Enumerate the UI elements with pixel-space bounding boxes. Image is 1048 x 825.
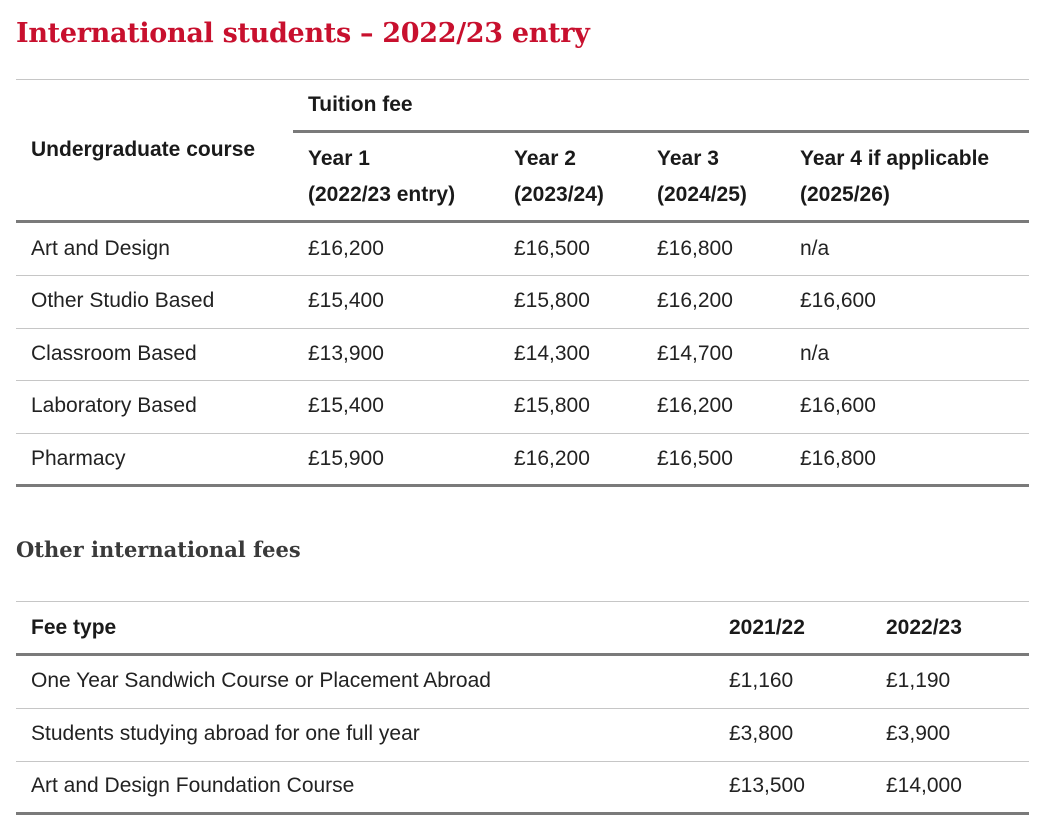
fee-year-3: £16,200 <box>657 289 733 312</box>
year-3-period: (2024/25) <box>657 183 747 206</box>
row-divider <box>16 275 1029 276</box>
row-divider <box>16 380 1029 381</box>
fee-year-3: £16,200 <box>657 394 733 417</box>
col-header-fee-type: Fee type <box>31 616 117 639</box>
section-heading: Other international fees <box>16 537 301 562</box>
fee-2021-22: £3,800 <box>729 722 794 745</box>
fee-year-2: £16,500 <box>514 237 590 260</box>
fee-year-1: £13,900 <box>308 342 384 365</box>
row-divider <box>16 708 1029 709</box>
fee-2022-23: £3,900 <box>886 722 951 745</box>
fee-year-2: £14,300 <box>514 342 590 365</box>
row-divider <box>16 761 1029 762</box>
col-header-course: Undergraduate course <box>31 138 256 161</box>
header-bottom-rule <box>16 653 1029 656</box>
fee-year-4: n/a <box>800 342 830 365</box>
table-top-rule <box>16 601 1029 602</box>
col-header-2022-23: 2022/23 <box>886 616 962 639</box>
fee-type-name: Students studying abroad for one full year <box>31 722 420 745</box>
tuition-fee-group-rule <box>293 130 1029 133</box>
course-name: Other Studio Based <box>31 289 215 312</box>
fee-year-2: £15,800 <box>514 394 590 417</box>
fee-year-1: £15,400 <box>308 394 384 417</box>
fee-year-4: £16,800 <box>800 447 876 470</box>
fee-year-1: £15,400 <box>308 289 384 312</box>
course-name: Art and Design <box>31 237 170 260</box>
table-top-rule <box>16 79 1029 80</box>
fee-2021-22: £1,160 <box>729 669 794 692</box>
row-divider <box>16 433 1029 434</box>
col-header-2021-22: 2021/22 <box>729 616 805 639</box>
fee-year-2: £16,200 <box>514 447 590 470</box>
fee-2022-23: £1,190 <box>886 669 951 692</box>
fee-2022-23: £14,000 <box>886 774 962 797</box>
fee-year-1: £16,200 <box>308 237 384 260</box>
fee-year-1: £15,900 <box>308 447 384 470</box>
fee-year-4: n/a <box>800 237 830 260</box>
table-bottom-rule <box>16 812 1029 815</box>
fee-year-2: £15,800 <box>514 289 590 312</box>
fee-year-4: £16,600 <box>800 394 876 417</box>
row-divider <box>16 328 1029 329</box>
year-1-label: Year 1 <box>308 147 370 170</box>
col-header-tuition-fee: Tuition fee <box>308 93 413 116</box>
fee-year-3: £14,700 <box>657 342 733 365</box>
fee-2021-22: £13,500 <box>729 774 805 797</box>
year-1-period: (2022/23 entry) <box>308 183 456 206</box>
header-bottom-rule <box>16 220 1029 223</box>
course-name: Laboratory Based <box>31 394 197 417</box>
year-4-label: Year 4 if applicable <box>800 147 990 170</box>
fee-year-4: £16,600 <box>800 289 876 312</box>
year-4-period: (2025/26) <box>800 183 890 206</box>
page-title: International students – 2022/23 entry <box>16 18 590 49</box>
year-2-period: (2023/24) <box>514 183 604 206</box>
year-3-label: Year 3 <box>657 147 719 170</box>
fee-year-3: £16,500 <box>657 447 733 470</box>
table-bottom-rule <box>16 484 1029 487</box>
fee-type-name: Art and Design Foundation Course <box>31 774 355 797</box>
course-name: Pharmacy <box>31 447 126 470</box>
year-2-label: Year 2 <box>514 147 576 170</box>
fee-type-name: One Year Sandwich Course or Placement Abroad <box>31 669 491 692</box>
fee-year-3: £16,800 <box>657 237 733 260</box>
course-name: Classroom Based <box>31 342 197 365</box>
